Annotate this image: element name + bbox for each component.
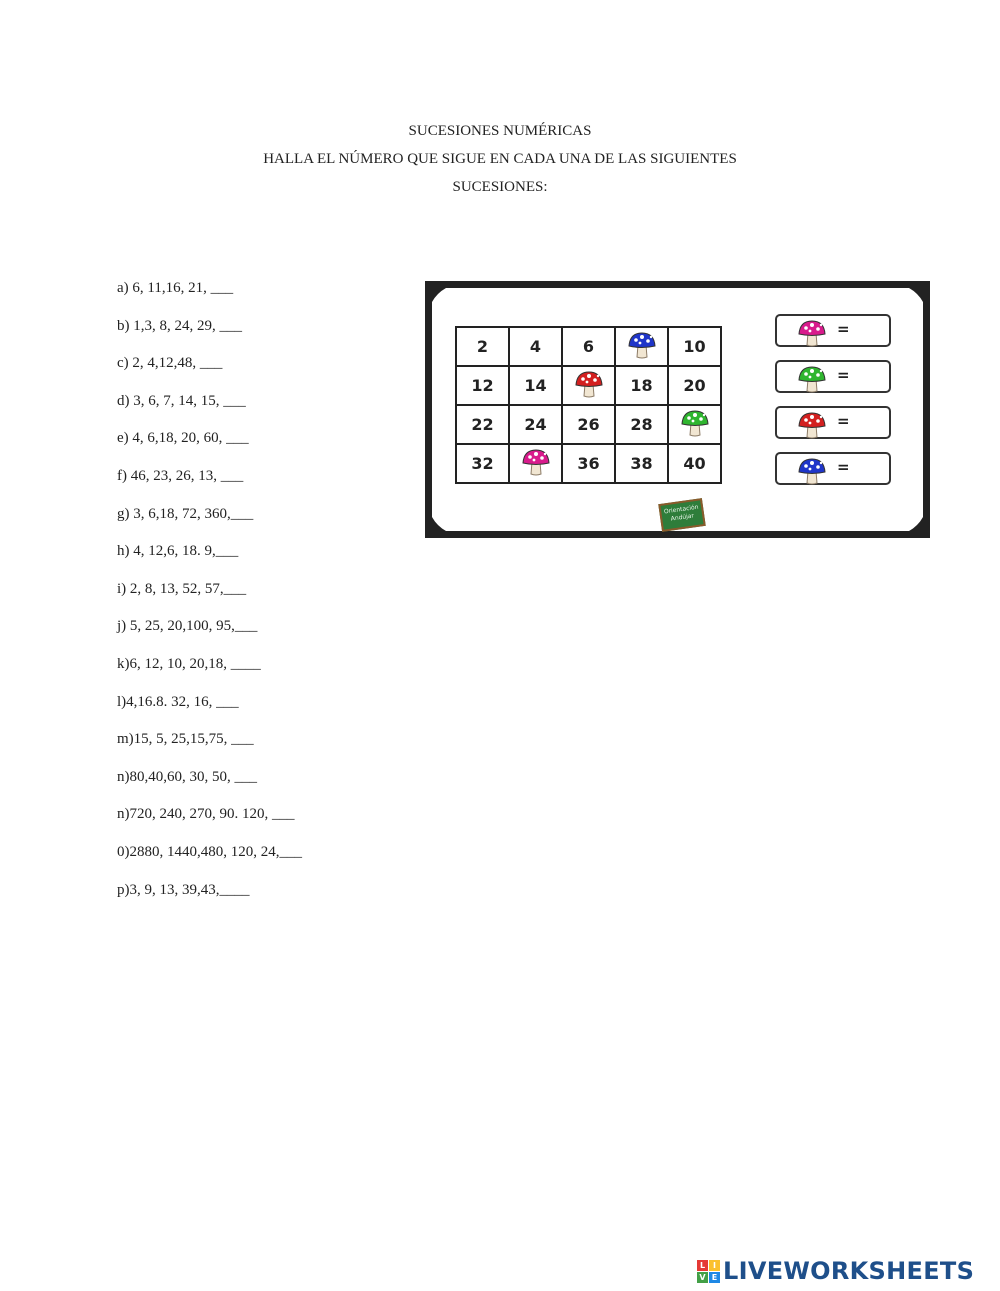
grid-row: [456, 405, 721, 444]
pink-mushroom-icon: [509, 444, 562, 483]
orientacion-andujar-logo: Orientación Andújar: [658, 498, 705, 532]
grid-number: 14: [509, 366, 562, 405]
worksheet-title: SUCESIONES NUMÉRICAS: [408, 123, 592, 139]
equals-sign: =: [837, 366, 850, 384]
mark-letter: I: [709, 1260, 720, 1271]
sequence-item: f) 46, 23, 26, 13, ___: [117, 467, 244, 484]
sequence-item: g) 3, 6,18, 72, 360,___: [117, 505, 254, 522]
grid-number: 20: [668, 366, 721, 405]
green-mushroom-icon: [797, 365, 827, 398]
sequence-item: p)3, 9, 13, 39,43,____: [117, 881, 250, 898]
grid-number: 32: [456, 444, 509, 483]
board-inner: [432, 288, 923, 531]
grid-number: 26: [562, 405, 615, 444]
grid-number: 4: [509, 327, 562, 366]
mark-letter: V: [697, 1272, 708, 1283]
corner-ornament-icon: [432, 288, 446, 302]
equals-sign: =: [837, 320, 850, 338]
legend-answer-box[interactable]: [775, 452, 891, 485]
grid-number: 2: [456, 327, 509, 366]
sequence-item: 0)2880, 1440,480, 120, 24,___: [117, 843, 302, 860]
pink-mushroom-icon: [797, 319, 827, 352]
sequence-item: n)720, 240, 270, 90. 120, ___: [117, 806, 295, 823]
grid-number: 12: [456, 366, 509, 405]
mark-letter: E: [709, 1272, 720, 1283]
blue-mushroom-icon: [615, 327, 668, 366]
corner-ornament-icon: [432, 517, 446, 531]
sequence-item: i) 2, 8, 13, 52, 57,___: [117, 580, 247, 597]
mushroom-legend: [775, 314, 891, 498]
grid-number: 6: [562, 327, 615, 366]
sequence-item: k)6, 12, 10, 20,18, ____: [117, 655, 261, 672]
legend-answer-box[interactable]: [775, 360, 891, 393]
sequence-item: a) 6, 11,16, 21, ___: [117, 280, 234, 296]
sequence-item: b) 1,3, 8, 24, 29, ___: [117, 317, 242, 334]
corner-ornament-icon: [909, 288, 923, 302]
green-mushroom-icon: [668, 405, 721, 444]
grid-number: 18: [615, 366, 668, 405]
sequence-item: m)15, 5, 25,15,75, ___: [117, 731, 254, 748]
worksheet-instruction-cont: SUCESIONES:: [452, 179, 548, 195]
legend-answer-box[interactable]: [775, 406, 891, 439]
grid-number: 36: [562, 444, 615, 483]
sequence-item: c) 2, 4,12,48, ___: [117, 355, 223, 372]
liveworksheets-logo: [697, 1257, 974, 1285]
liveworksheets-mark-icon: [697, 1260, 720, 1283]
sequence-item: e) 4, 6,18, 20, 60, ___: [117, 430, 249, 447]
sequence-list: [117, 276, 302, 915]
mushroom-board: [425, 281, 930, 538]
grid-number: 10: [668, 327, 721, 366]
equals-sign: =: [837, 412, 850, 430]
mark-letter: L: [697, 1260, 708, 1271]
red-mushroom-icon: [562, 366, 615, 405]
worksheet-instruction: HALLA EL NÚMERO QUE SIGUE EN CADA UNA DE LAS SIGUIENTES: [263, 151, 737, 167]
grid-number: 38: [615, 444, 668, 483]
red-mushroom-icon: [797, 411, 827, 444]
grid-row: [456, 327, 721, 366]
grid-number: 22: [456, 405, 509, 444]
worksheet-header: [0, 117, 1000, 201]
number-grid: [455, 326, 722, 484]
blue-mushroom-icon: [797, 457, 827, 490]
liveworksheets-brand: LIVEWORKSHEETS: [723, 1257, 975, 1285]
corner-ornament-icon: [909, 517, 923, 531]
grid-number: 28: [615, 405, 668, 444]
grid-number: 40: [668, 444, 721, 483]
grid-row: [456, 444, 721, 483]
sequence-item: j) 5, 25, 20,100, 95,___: [117, 618, 258, 635]
grid-row: [456, 366, 721, 405]
legend-answer-box[interactable]: [775, 314, 891, 347]
sequence-item: d) 3, 6, 7, 14, 15, ___: [117, 392, 246, 409]
sequence-item: n)80,40,60, 30, 50, ___: [117, 768, 257, 785]
sequence-item: l)4,16.8. 32, 16, ___: [117, 693, 239, 710]
equals-sign: =: [837, 458, 850, 476]
grid-number: 24: [509, 405, 562, 444]
sequence-item: h) 4, 12,6, 18. 9,___: [117, 543, 239, 560]
